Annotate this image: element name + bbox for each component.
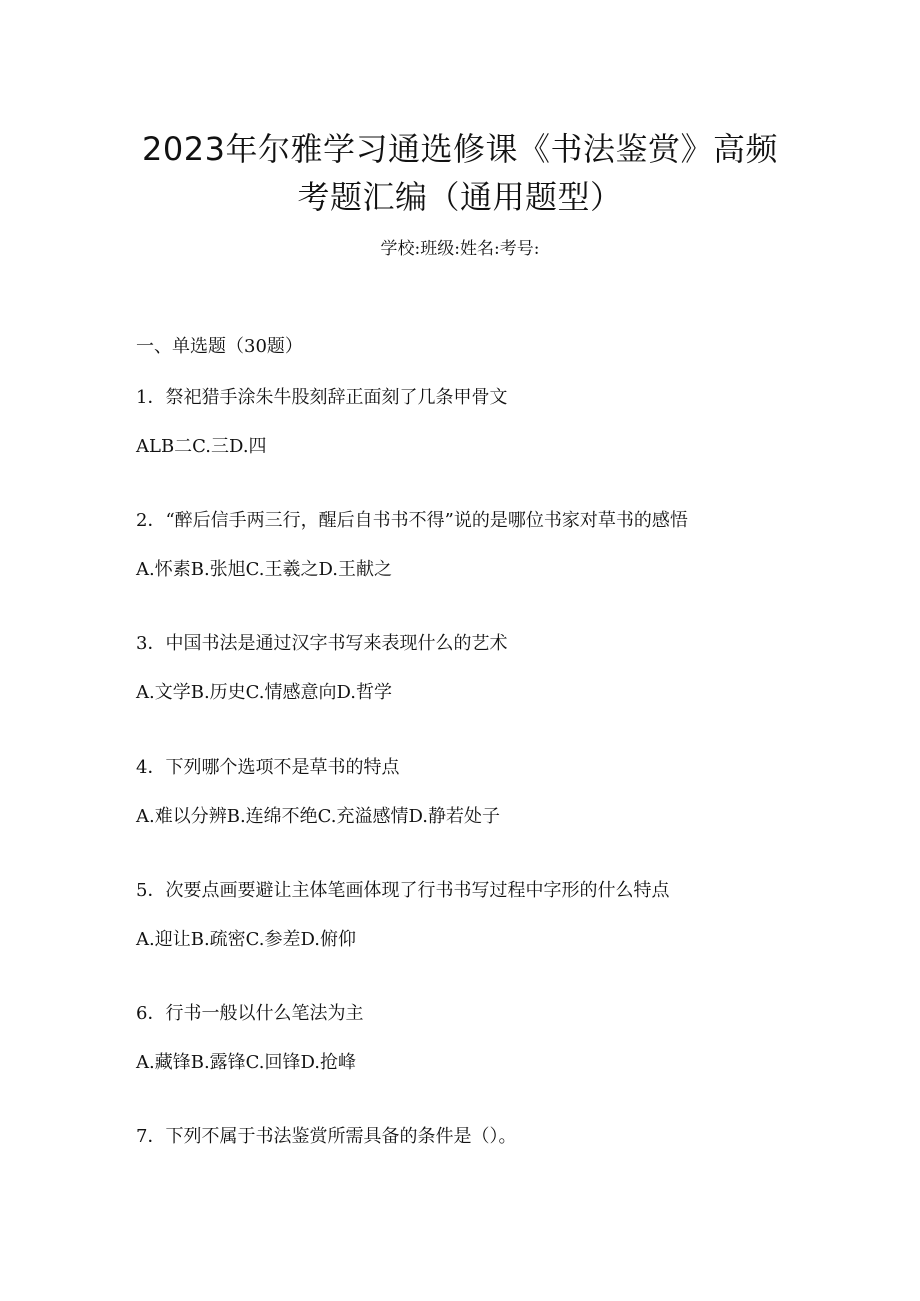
question-2-options: A.怀素B.张旭C.王羲之D.王献之 xyxy=(136,559,393,580)
question-6: 6．行书一般以什么笔法为主 xyxy=(136,1003,364,1024)
question-5-options: A.迎让B.疏密C.参差D.俯仰 xyxy=(136,929,357,950)
student-info-line: 学校:班级:姓名:考号: xyxy=(380,239,540,259)
question-7: 7．下列不属于书法鉴赏所需具备的条件是（）。 xyxy=(136,1126,517,1147)
section-heading: 一、单选题（30题） xyxy=(136,336,303,357)
question-4: 4．下列哪个选项不是草书的特点 xyxy=(136,757,400,778)
question-1: 1．祭祀猎手涂朱牛股刻辞正面刻了几条甲骨文 xyxy=(136,387,508,408)
question-4-options: A.难以分辨B.连绵不绝C.充溢感情D.静若处子 xyxy=(136,806,501,827)
question-1-options: ALB二C.三D.四 xyxy=(136,436,267,457)
doc-title-line1: 2023年尔雅学习通选修课《书法鉴赏》高频 xyxy=(142,130,778,168)
doc-title-line2: 考题汇编（通用题型） xyxy=(297,178,623,216)
question-6-options: A.藏锋B.露锋C.回锋D.抢峰 xyxy=(136,1052,357,1073)
question-3: 3．中国书法是通过汉字书写来表现什么的艺术 xyxy=(136,633,508,654)
question-5: 5．次要点画要避让主体笔画体现了行书书写过程中字形的什么特点 xyxy=(136,880,670,901)
question-3-options: A.文学B.历史C.情感意向D.哲学 xyxy=(136,682,393,703)
question-2: 2．“醉后信手两三行，醒后自书书不得”说的是哪位书家对草书的感悟 xyxy=(136,510,688,531)
